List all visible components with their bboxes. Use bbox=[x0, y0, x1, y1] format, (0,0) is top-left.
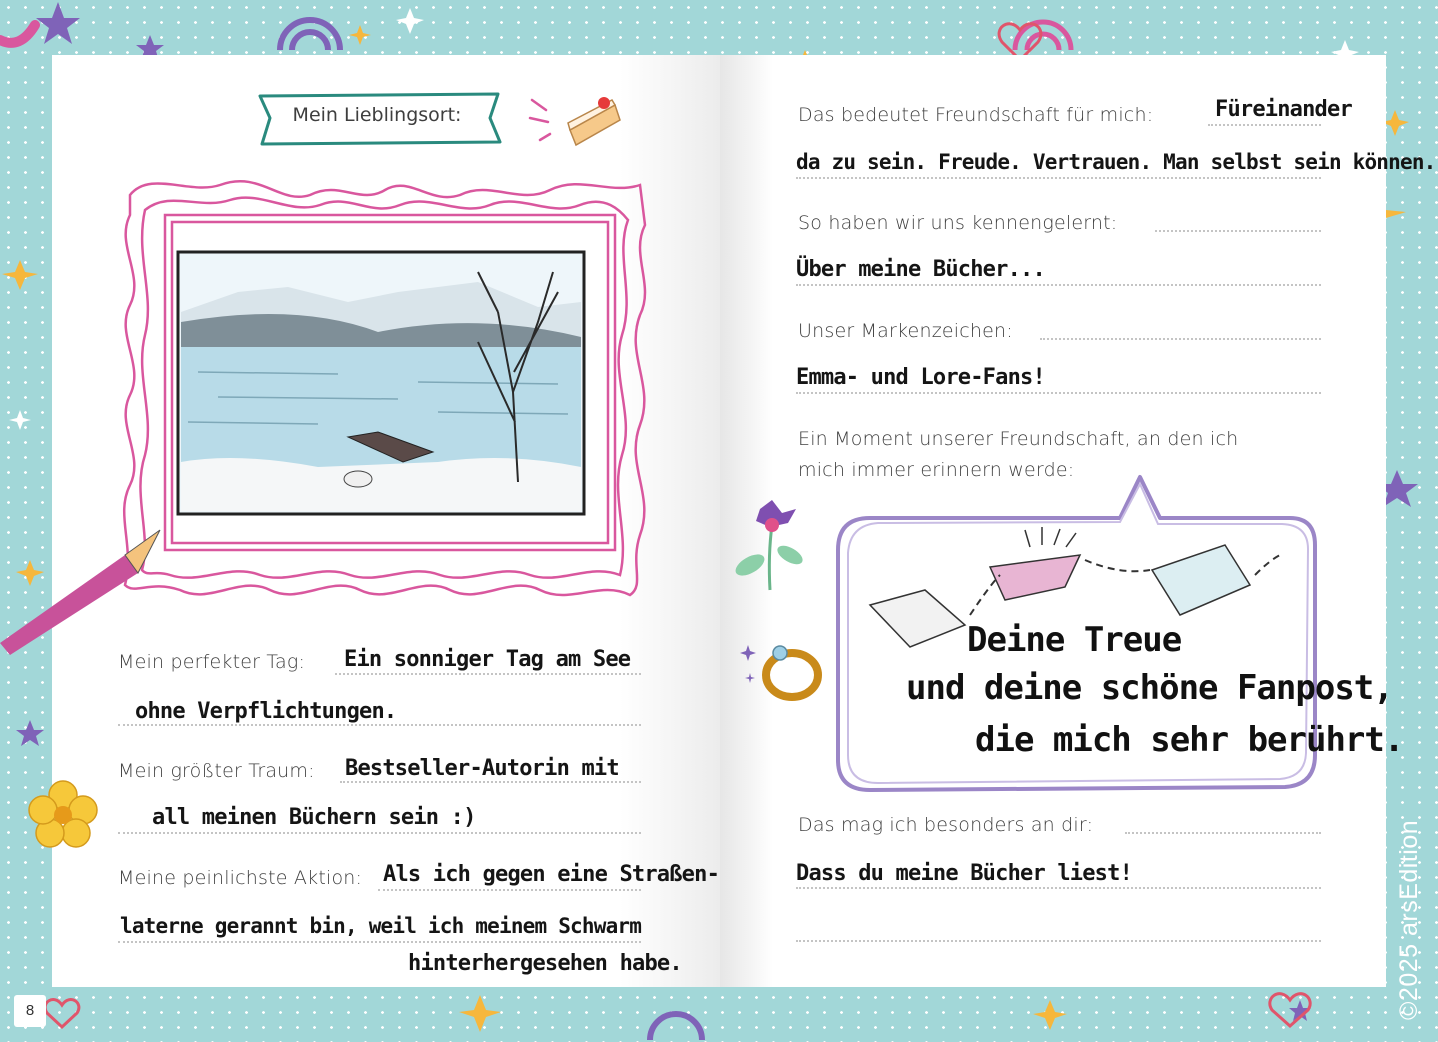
bubble-text-line3: die mich sehr berührt. bbox=[975, 720, 1404, 760]
dotted-line bbox=[378, 889, 641, 891]
page-number-box bbox=[14, 995, 46, 1027]
field-label-moment-line1: Ein Moment unserer Freundschaft, an den ich bbox=[798, 428, 1239, 450]
field-label-moment-line2: mich immer erinnern werde: bbox=[798, 459, 1075, 481]
favorite-place-banner bbox=[262, 92, 492, 142]
dotted-line bbox=[335, 673, 641, 675]
answer-what-i-like: Dass du meine Bücher liest! bbox=[796, 861, 1133, 886]
field-label-what-i-like: Das mag ich besonders an dir: bbox=[798, 814, 1094, 836]
dotted-line bbox=[118, 941, 641, 943]
dotted-line bbox=[1155, 230, 1321, 232]
dotted-line bbox=[796, 940, 1321, 942]
dotted-line bbox=[340, 781, 641, 783]
answer-embarrassing-line1: Als ich gegen eine Straßen- bbox=[383, 862, 720, 887]
lake-landscape-drawing bbox=[178, 252, 584, 514]
field-label-perfect-day: Mein perfekter Tag: bbox=[118, 651, 306, 673]
dotted-line bbox=[1125, 832, 1321, 834]
dotted-line bbox=[118, 832, 641, 834]
gold-ring-icon bbox=[740, 635, 825, 705]
answer-trademark: Emma- und Lore-Fans! bbox=[796, 365, 1045, 390]
dotted-line bbox=[796, 284, 1321, 286]
answer-friendship-line2: da zu sein. Freude. Vertrauen. Man selbst sein können. bbox=[796, 150, 1436, 174]
yellow-flower-icon bbox=[28, 780, 98, 850]
answer-biggest-dream-line1: Bestseller-Autorin mit bbox=[345, 756, 619, 781]
answer-how-we-met: Über meine Bücher... bbox=[796, 257, 1045, 282]
cake-icon bbox=[560, 90, 630, 150]
answer-embarrassing-line2: laterne gerannt bin, weil ich meinem Schwarm bbox=[120, 914, 642, 938]
bubble-text-line2: und deine schöne Fanpost, bbox=[906, 668, 1393, 708]
answer-friendship-line1: Füreinander bbox=[1215, 97, 1352, 122]
answer-biggest-dream-line2: all meinen Büchern sein :) bbox=[152, 805, 476, 830]
field-label-friendship-meaning: Das bedeutet Freundschaft für mich: bbox=[798, 104, 1154, 126]
bubble-text-line1: Deine Treue bbox=[967, 620, 1182, 660]
dotted-line bbox=[796, 887, 1321, 889]
answer-embarrassing-line3: hinterhergesehen habe. bbox=[408, 951, 682, 976]
fountain-pen-icon bbox=[0, 525, 170, 655]
dotted-line bbox=[1208, 124, 1321, 126]
purple-flower-icon bbox=[730, 495, 810, 595]
answer-perfect-day-line1: Ein sonniger Tag am See bbox=[344, 647, 631, 672]
dotted-line bbox=[796, 392, 1321, 394]
field-label-embarrassing-action: Meine peinlichste Aktion: bbox=[118, 867, 363, 889]
page-number: 8 bbox=[25, 1002, 35, 1019]
dotted-line bbox=[796, 177, 1321, 179]
field-label-trademark: Unser Markenzeichen: bbox=[798, 320, 1013, 342]
dotted-line bbox=[1040, 338, 1321, 340]
dotted-line bbox=[118, 724, 641, 726]
banner-label: Mein Lieblingsort: bbox=[292, 104, 462, 126]
field-label-biggest-dream: Mein größter Traum: bbox=[118, 760, 315, 782]
answer-perfect-day-line2: ohne Verpflichtungen. bbox=[135, 699, 397, 724]
copyright-credit: ©2025 arsEdition bbox=[1395, 819, 1423, 1020]
field-label-how-we-met: So haben wir uns kennengelernt: bbox=[798, 212, 1118, 234]
